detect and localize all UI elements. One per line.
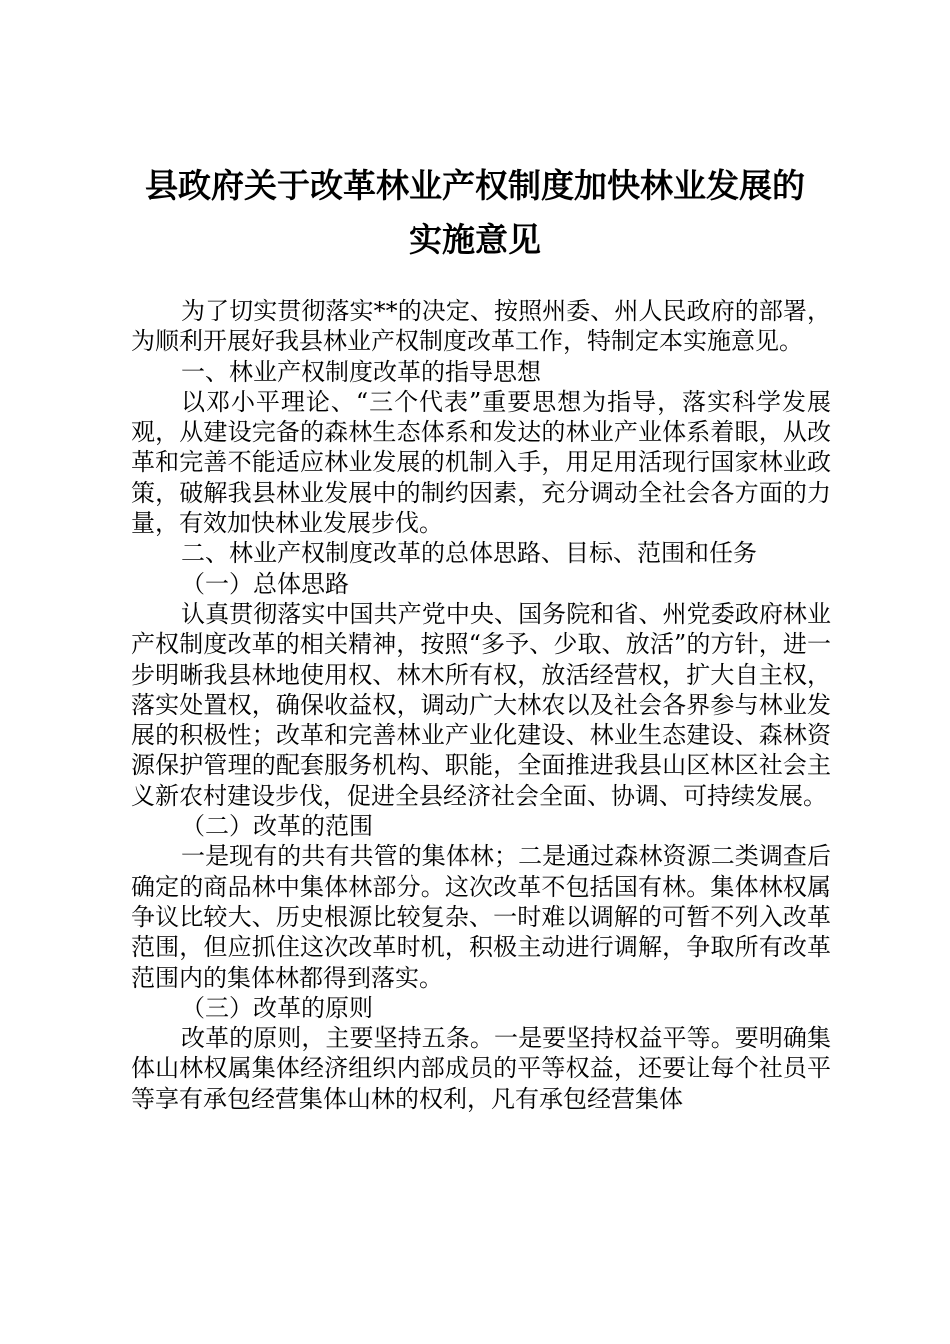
- subsection-2-paragraph: 一是现有的共有共管的集体林；二是通过森林资源二类调查后确定的商品林中集体林部分。这次改革不包括国有林。集体林权属争议比较大、历史根源比较复杂、一时难以调解的可暂不列入改革范围，但应抓住这次改革时机，积极主动进行调解，争取所有改革范围内的集体林都得到落实。: [131, 842, 831, 992]
- subsection-2-heading: （二）改革的范围: [181, 812, 373, 841]
- section-1-paragraph: 以邓小平理论、“三个代表”重要思想为指导，落实科学发展观，从建设完备的森林生态体系和发达的林业产业体系着眼，从改革和完善不能适应林业发展的机制入手，用足用活现行国家林业政策，破解我县林业发展中的制约因素，充分调动全社会各方面的力量，有效加快林业发展步伐。: [131, 387, 831, 538]
- document-title-line-1: 县政府关于改革林业产权制度加快林业发展的: [145, 166, 805, 205]
- subsection-3-paragraph: 改革的原则，主要坚持五条。一是要坚持权益平等。要明确集体山林权属集体经济组织内部成员的平等权益，还要让每个社员平等享有承包经营集体山林的权利，凡有承包经营集体: [131, 1024, 831, 1113]
- intro-paragraph: 为了切实贯彻落实**的决定、按照州委、州人民政府的部署，为顺利开展好我县林业产权制度改革工作，特制定本实施意见。: [131, 297, 831, 356]
- subsection-3-heading: （三）改革的原则: [181, 993, 373, 1022]
- section-2-heading: 二、林业产权制度改革的总体思路、目标、范围和任务: [181, 539, 757, 568]
- section-1-heading: 一、林业产权制度改革的指导思想: [181, 357, 541, 386]
- document-title-line-2: 实施意见: [409, 220, 541, 259]
- subsection-1-heading: （一）总体思路: [181, 569, 349, 598]
- document-body: [131, 296, 831, 1114]
- subsection-1-paragraph: 认真贯彻落实中国共产党中央、国务院和省、州党委政府林业产权制度改革的相关精神，按照“多予、少取、放活”的方针，进一步明晰我县林地使用权、林木所有权，放活经营权，扩大自主权，落实处置权，确保收益权，调动广大林农以及社会各界参与林业发展的积极性；改革和完善林业产业化建设、林业生态建设、森林资源保护管理的配套服务机构、职能，全面推进我县山区林区社会主义新农村建设步伐，促进全县经济社会全面、协调、可持续发展。: [131, 599, 831, 810]
